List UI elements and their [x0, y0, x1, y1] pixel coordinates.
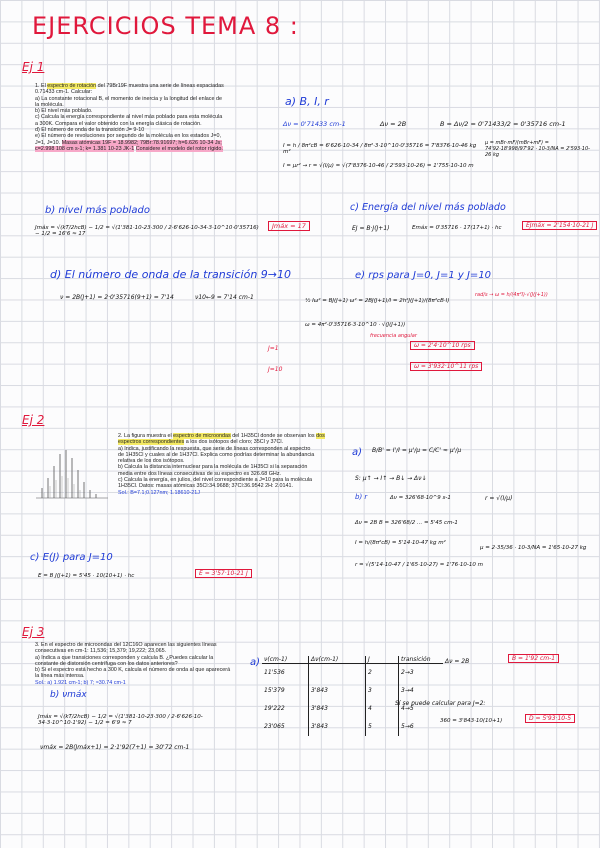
- ex3-a-B: B = 1'92 cm-1: [508, 654, 559, 663]
- table-cell: 23'065: [262, 718, 309, 736]
- ex1-heading-e: e) rps para J=0, J=1 y J=10: [355, 270, 492, 281]
- ex1-a-delta: Δν = 0'71433 cm-1: [283, 120, 346, 128]
- ex2-label: Ej 2: [22, 413, 45, 427]
- ex1-e-line2: ω = 4π²·0'35716·3·10^10 · √(J(J+1)): [305, 322, 406, 328]
- ex2-b-r: r = √(I/μ): [485, 495, 513, 502]
- page-title: EJERCICIOS TEMA 8 :: [32, 12, 299, 40]
- table-cell: 19'222: [262, 700, 309, 718]
- table-header-row: [262, 656, 443, 664]
- ex1-label: Ej 1: [22, 60, 45, 74]
- ex1-c-result: EJmáx = 2'154·10-21 J: [522, 221, 597, 230]
- ex1-b-formula: Jmáx = √(kT/2hcB) − 1/2 = √(1'381·10-23·300 / 2·6'626·10-34·3·10^10·0'35716) − 1/2 = 16'6 ≈ 17: [35, 225, 259, 237]
- ex1-c-mid: Emáx = 0'35716 · 17(17+1) · hc: [412, 225, 502, 231]
- table-header: J: [366, 656, 399, 664]
- table-cell: [309, 664, 366, 682]
- ex3-a-note: Sí se puede calcular para J=2:: [395, 700, 486, 707]
- ex1-e-line1: ½ Iω² = BJ(J+1) ω² = 2BJ(J+1)/I = 2h²J(J+1)/(8π²cB·I): [305, 298, 450, 304]
- ex3-a-D: D = 5'93·10-5: [525, 714, 575, 723]
- table-header: Δν(cm-1): [309, 656, 366, 664]
- ex1-heading-b: b) nivel más poblado: [45, 205, 151, 216]
- table-cell: 11'536: [262, 664, 309, 682]
- table-cell: 2→3: [401, 669, 414, 677]
- ex3-a-delta: Δν = 2B: [445, 658, 470, 665]
- ex1-a-I: I = h / 8π²cB = 6'626·10-34 / 8π²·3·10^10·0'35716 = 7'8376·10-46 kg m²: [283, 143, 477, 155]
- ex3-heading-b: b) νmáx: [50, 690, 87, 700]
- ex2-a-line2: S: μ↑ → I↑ → B↓ → Δν↓: [355, 475, 427, 482]
- ex2-a-ratio: B/B' = I'/I = μ'/μ = C/C' ≈ μ'/μ: [372, 447, 462, 454]
- ex1-a-delta2: Δν = 2B: [380, 120, 407, 128]
- table-cell: 5: [366, 718, 399, 736]
- ex1-e-note: frecuencia angular: [370, 333, 417, 339]
- table-cell: 2: [366, 664, 399, 682]
- table-cell: 3'843: [309, 700, 366, 718]
- table-header: ν(cm-1): [262, 656, 309, 664]
- table-row: [262, 664, 443, 682]
- ex1-heading-d: d) El número de onda de la transición 9→10: [50, 268, 292, 281]
- ex2-b-delta: Δν = 326'68·10^9 s-1: [390, 495, 451, 501]
- ex3-label: Ej 3: [22, 625, 45, 639]
- ex3-b-formula: Jmáx = √(kT/2hcB) − 1/2 = √(1'381·10-23·300 / 2·6'626·10-34·3·10^10·1'92) − 1/2 = 6'9 ≈ 7: [38, 714, 203, 726]
- spectrum-figure: [32, 440, 110, 502]
- ex1-heading-c: c) Energía del nivel más poblado: [350, 202, 506, 213]
- table-row: [262, 718, 443, 736]
- ex1-e-J1-label: J=1: [268, 345, 279, 352]
- ex1-c-formula: EJ = B·J(J+1): [352, 225, 390, 232]
- ex1-e-side: rad/s → ω = h/(4π²I)·√(J(J+1)): [475, 292, 548, 298]
- table-cell: 3: [366, 682, 399, 700]
- ex2-b-r2: r = √(5'14·10-47 / 1'65·10-27) = 1'76·10-10 m: [355, 562, 483, 568]
- table-cell: 4: [366, 700, 399, 718]
- ex1-a-r: I = μr² → r = √(I/μ) = √(7'8376·10-46 / 2'593·10-26) = 1'755·10-10 m: [283, 163, 474, 169]
- ex2-heading-c: c) E(J) para J=10: [30, 552, 113, 563]
- ex2-b-B: Δν = 2B B = 326'68/2 ... = 5'45 cm-1: [355, 520, 458, 526]
- ex2-c-formula: E = B J(J+1) = 5'45 · 10(10+1) · hc: [38, 573, 135, 579]
- table-row: [262, 682, 443, 700]
- table-cell: 15'379: [262, 682, 309, 700]
- ex2-b-label: b) r: [355, 493, 368, 501]
- ex1-a-mu: μ = mBr·mF/(mBr+mF) = 74'92·18'998/97'92 · 10-3/NA = 2'593·10-26 kg: [485, 140, 590, 158]
- ex1-statement: 1. El espectro de rotación del 79Br19F muestra una serie de líneas espaciadas 0.71433 cm-1. Calcular: a) La constante rotacional B, el momento de inercia y la longitud del enlace de la molécula. b) El nivel más poblado. c) Calcula la energía correspondiente al nivel más poblado para esta molécula a 300K. Compara el valor obtenido con la energía clásica de rotación. d) El número de onda de la transición J= 9-10 e) El número de revoluciones por segundo de la molécula en los estados J=0, J=1, J=10. Masas atómicas 19F = 18.9982; 79Br:78.91697; h=6.626 10-34 Js; c=2.998 108 cm s-1; k= 1.381 10-23 JK-1 Considere el modelo del rotor rígido.: [35, 83, 224, 152]
- ex2-heading-a: a): [352, 447, 363, 458]
- ex3-a-note2: 360 = 3'843·10(10+1): [440, 718, 503, 724]
- ex1-d-formula: ν = 2B(J+1) = 2·0'35716(9+1) = 7'14: [60, 294, 174, 301]
- ex2-b-I: I = h/(8π²cB) = 5'14·10-47 kg m²: [355, 540, 446, 546]
- ex1-b-result: Jmáx = 17: [268, 221, 310, 231]
- table-cell: 3'843: [309, 718, 366, 736]
- ex1-heading-a: a) B, I, r: [285, 95, 329, 108]
- table-cell: 4→5: [401, 705, 414, 712]
- ex2-b-mu: μ = 2·35/36 · 10-3/NA = 1'65·10-27 kg: [480, 545, 587, 551]
- ex1-e-J10-value: ω = 3'932·10^11 rps: [410, 362, 482, 371]
- ex1-e-J1-value: ω = 2'4·10^10 rps: [410, 341, 475, 350]
- table-cell: 3→4: [401, 687, 414, 694]
- ex3-b-nu: νmáx = 2B(Jmáx+1) = 2·1'92(7+1) = 30'72 cm-1: [40, 744, 190, 751]
- ex3-statement: 3. En el espectro de microondas del 12C16O aparecen las siguientes líneas consecutivas en cm-1: 11,536; 15,379; 19,222; 23,065. a) Indica a que transiciones corresponden y calcula B. ¿Puedes calcular la constante de distorsión centrífuga con los datos anteriores? b) Si el espectro está hecho a 300 K, calcula el número de onda al que aparecerá la línea más intensa. Sol.: a) 1.921 cm-1; b) 7; ≈30.74 cm-1: [35, 642, 231, 686]
- ex1-a-B: B = Δν/2 = 0'71433/2 = 0'35716 cm-1: [440, 120, 566, 128]
- ex3-transition-table: [262, 656, 443, 736]
- ex1-d-result: ν10←9 = 7'14 cm-1: [195, 294, 254, 301]
- ex2-c-result: E = 3'57·10-21 J: [195, 569, 252, 578]
- ex3-heading-a: a): [250, 657, 261, 668]
- table-header: transición: [399, 656, 444, 664]
- table-cell: 3'843: [309, 682, 366, 700]
- table-cell: 5→6: [401, 723, 414, 730]
- ex2-statement: 2. La figura muestra el espectro de microondas del 1H35Cl donde se observan los dos espectros correspondientes a los dos isótopos del cloro; 35Cl y 37Cl. a) Indica, justificando la respuesta, que serie de líneas corresponden al espectro de 1H35Cl y cuales al de 1H37Cl. Explica como podrías determinar la abundancia relativa de los dos isótopos. b) Calcula la distancia internuclear para la molécula de 1H35Cl si la separación media entre dos líneas consecutivas de su espectro es 326.68 GHz. c) Calcula la energía, en julios, del nivel correspondiente a J=10 para la molécula 1H35Cl. Datos: masas atómicas 35Cl:34.9688; 37Cl:36.9542 2H: 2.0141. Sol.: B=7.1;0.127nm; 1.18610-21J: [118, 433, 325, 496]
- ex1-e-J10-label: J=10: [268, 366, 283, 373]
